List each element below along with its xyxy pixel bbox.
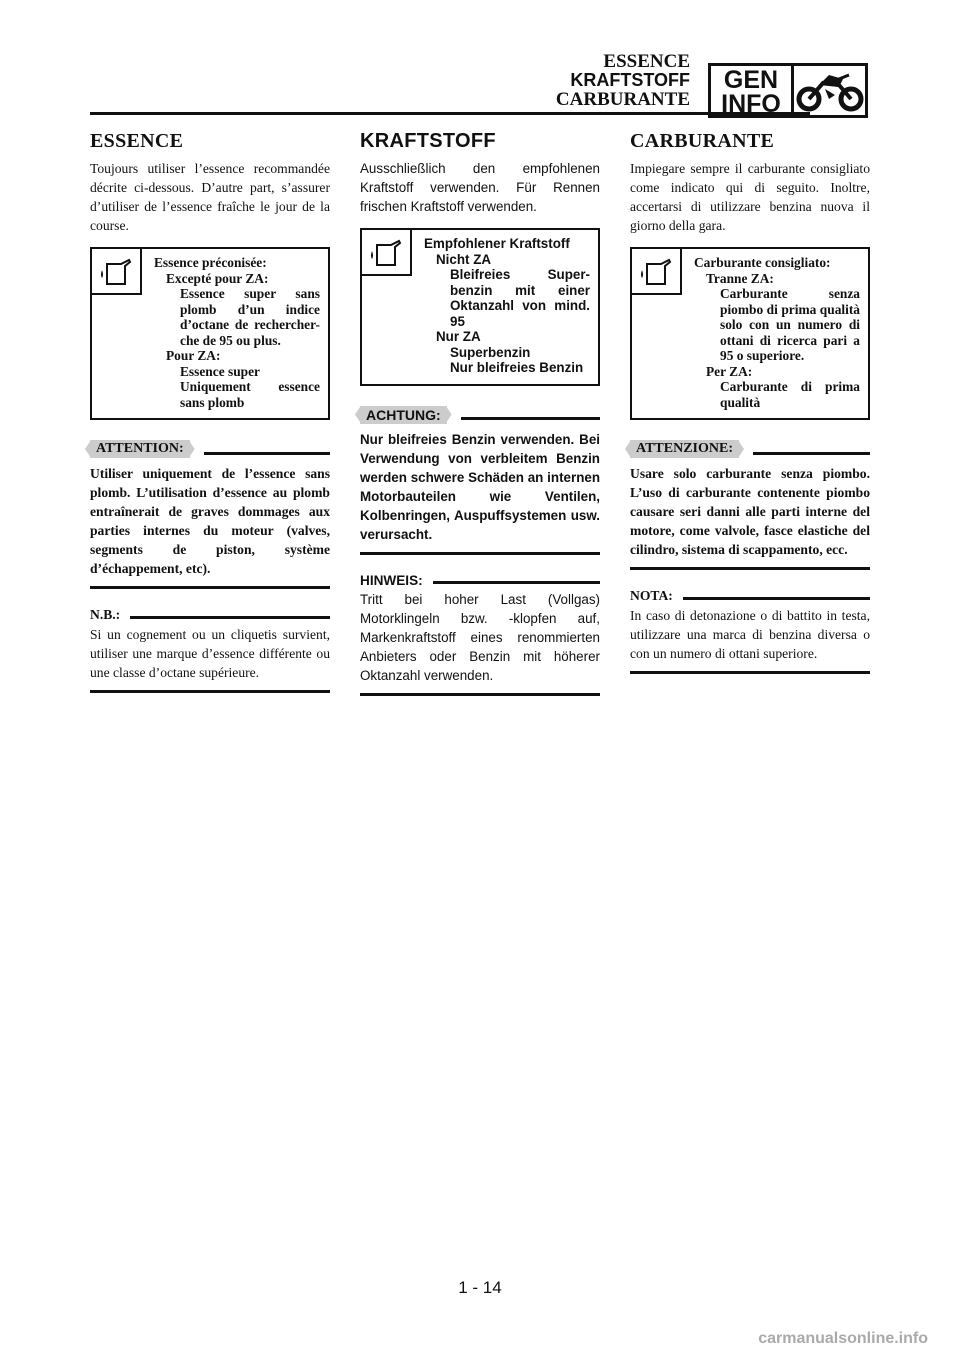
- watermark: carmanualsonline.info: [758, 1330, 928, 1347]
- warning-it: [630, 440, 870, 570]
- column-german: [360, 130, 600, 696]
- heading-fr: ESSENCE: [90, 130, 184, 152]
- intro-it: Impiegare sempre il carburante consigliato come indicato qui di seguito. Inoltre, accertarsi di utilizzare benzina nuova il giorno della gara.: [630, 161, 870, 233]
- fuel-spec-title: Carburante consigliato:: [694, 255, 831, 270]
- fuel-spec-val1: Essence super sans plomb d’un indice d’octane de rechercher-che de 95 ou plus.: [180, 286, 320, 348]
- fuel-spec-sub2: Nur ZA: [436, 329, 481, 344]
- title-de: KRAFTSTOFF: [570, 70, 690, 90]
- note-text: In caso di detonazione o di battito in testa, utilizzare una marca di benzina diversa o con un numero di ottani superiore.: [630, 608, 870, 661]
- fuel-spec-val2a: Carburante di prima qualità: [720, 379, 860, 410]
- warning-label: ATTENTION:: [90, 440, 190, 458]
- fuel-spec-sub2: Per ZA:: [706, 363, 753, 379]
- note-fr: [90, 607, 330, 693]
- note-it: [630, 588, 870, 674]
- column-french: [90, 130, 330, 693]
- fuel-spec-val1: Bleifreies Super-benzin mit einer Oktanzahl von mind. 95: [450, 267, 590, 329]
- fuel-spec-box-de: [360, 228, 600, 386]
- warning-de: [360, 406, 600, 555]
- section-titles: [556, 52, 690, 109]
- gen-info-badge: [708, 63, 868, 118]
- heading-it: CARBURANTE: [630, 130, 775, 152]
- note-de: [360, 573, 600, 696]
- fuel-spec-de: [424, 230, 598, 384]
- fuel-spec-sub1: Nicht ZA: [436, 251, 492, 267]
- fuel-spec-box-fr: [90, 247, 330, 420]
- warning-text: Usare solo carburante senza piombo. L’uso di carburante contenente piombo causare seri danni alle parti interne del motore, come valvole, fasce elastiche del cilindro, sistema di scappamento, ecc.: [630, 466, 870, 557]
- fuel-spec-box-it: [630, 247, 870, 420]
- fuel-spec-val1: Carburante senza piombo di prima qualità solo con un numero di ottani di ricerca pari a 95 o superiore.: [720, 286, 860, 363]
- note-label: NOTA:: [630, 588, 673, 603]
- fuel-can-icon: [362, 230, 412, 276]
- warning-text: Utiliser uniquement de l’essence sans plomb. L’utilisation d’essence au plomb entraînerait de graves dommages aux parties internes du moteur (valves, segments de piston, système d’échappement, etc).: [90, 466, 330, 576]
- note-text: Tritt bei hoher Last (Vollgas) Motorklingeln bzw. -klopfen auf, Markenkraftstoff eines renommierten Anbieters oder Benzin mit höherer Oktanzahl verwenden.: [360, 591, 600, 683]
- badge-line1: GEN: [723, 66, 779, 94]
- fuel-spec-val2b: Uniquement essence sans plomb: [180, 379, 320, 410]
- fuel-can-icon: [632, 249, 682, 295]
- fuel-spec-title: Empfohlener Kraftstoff: [424, 236, 570, 251]
- fuel-spec-val2a: Essence super: [180, 363, 260, 379]
- fuel-spec-title: Essence préconisée:: [154, 255, 267, 270]
- note-label: HINWEIS:: [360, 572, 423, 588]
- fuel-spec-fr: [154, 249, 328, 418]
- fuel-can-icon: [92, 249, 142, 295]
- heading-de: KRAFTSTOFF: [360, 130, 496, 152]
- fuel-spec-sub1: Tranne ZA:: [706, 270, 774, 286]
- intro-de: Ausschließlich den empfohlenen Kraftstoff verwenden. Für Rennen frischen Kraftstoff verwenden.: [360, 161, 600, 214]
- header-rule: [90, 112, 810, 115]
- fuel-spec-val2a: Superbenzin: [450, 344, 531, 360]
- warning-fr: [90, 440, 330, 589]
- note-label: N.B.:: [90, 607, 121, 622]
- warning-label: ACHTUNG:: [360, 406, 447, 424]
- intro-fr: Toujours utiliser l’essence recommandée décrite ci-dessous. D’autre part, s’assurer d’utiliser de l’essence fraîche le jour de la course.: [90, 161, 330, 233]
- page-number: 1 - 14: [458, 1278, 502, 1297]
- warning-label: ATTENZIONE:: [630, 440, 739, 458]
- fuel-spec-val2b: Nur bleifreies Benzin: [450, 360, 584, 375]
- fuel-spec-sub2: Pour ZA:: [166, 348, 221, 363]
- warning-text: Nur bleifreies Benzin verwenden. Bei Verwendung von verbleitem Benzin werden schwere Schäden an internen Motorbauteilen wie Ventilen, Kolbenringen, Auspuffsystemen usw. verursacht.: [360, 431, 600, 542]
- fuel-spec-sub1: Excepté pour ZA:: [166, 270, 269, 286]
- title-fr: ESSENCE: [603, 51, 690, 72]
- badge-text: [711, 66, 794, 118]
- badge-line2: INFO: [721, 90, 781, 118]
- note-text: Si un cognement ou un cliquetis survient, utiliser une marque d’essence différente ou une classe d’octane supérieure.: [90, 627, 330, 680]
- title-it: CARBURANTE: [555, 89, 690, 110]
- fuel-spec-it: [694, 249, 868, 418]
- column-italian: [630, 130, 870, 674]
- motorcycle-icon: [794, 66, 865, 115]
